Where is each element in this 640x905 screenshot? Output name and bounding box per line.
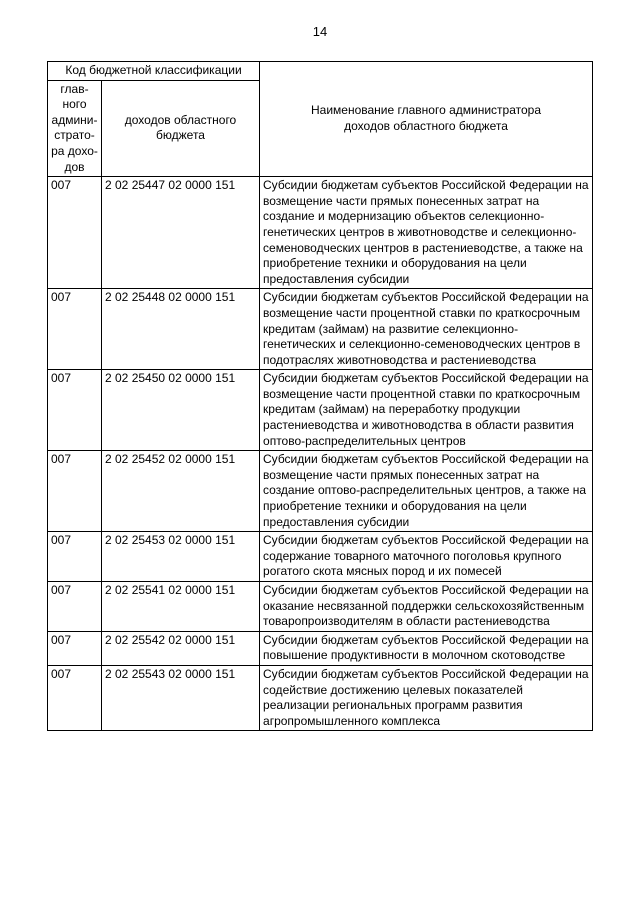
income-code-cell: 2 02 25542 02 0000 151 [102, 631, 260, 665]
income-code-cell: 2 02 25543 02 0000 151 [102, 665, 260, 730]
income-name-cell: Субсидии бюджетам субъектов Российской Федерации на возмещение части процентной ставки по краткосрочным кредитам (займам) на переработку продукции растениеводства и животноводства в области развития оптово-распределительных центров [260, 370, 593, 451]
header-regional-income-code [102, 80, 260, 177]
income-name-cell: Субсидии бюджетам субъектов Российской Федерации на содержание товарного маточного поголовья крупного рогатого скота мясных пород и их помесей [260, 532, 593, 582]
table-row [48, 665, 593, 730]
income-code-cell: 2 02 25453 02 0000 151 [102, 532, 260, 582]
table-body [48, 177, 593, 731]
admin-code-cell: 007 [48, 177, 102, 289]
header-regional-income-code-text: доходов областного бюджета [124, 112, 237, 143]
table-row [48, 289, 593, 370]
income-code-cell: 2 02 25452 02 0000 151 [102, 451, 260, 532]
admin-code-cell: 007 [48, 451, 102, 532]
income-code-cell: 2 02 25447 02 0000 151 [102, 177, 260, 289]
income-name-cell: Субсидии бюджетам субъектов Российской Федерации на оказание несвязанной поддержки сельскохозяйственным товаропроизводителям в области растениеводства [260, 582, 593, 632]
admin-code-cell: 007 [48, 665, 102, 730]
header-administrator-name [260, 62, 593, 177]
admin-code-cell: 007 [48, 289, 102, 370]
header-chief-administrator-text: глав- ного админи- страто- ра дохо- дов [51, 81, 98, 174]
income-name-cell: Субсидии бюджетам субъектов Российской Федерации на содействие достижению целевых показателей реализации региональных программ развития агропромышленного комплекса [260, 665, 593, 730]
income-name-cell: Субсидии бюджетам субъектов Российской Федерации на повышение продуктивности в молочном скотоводстве [260, 631, 593, 665]
income-code-cell: 2 02 25450 02 0000 151 [102, 370, 260, 451]
page-number: 14 [312, 24, 328, 39]
table-row [48, 451, 593, 532]
admin-code-cell: 007 [48, 631, 102, 665]
header-chief-administrator [48, 80, 102, 177]
table-row [48, 631, 593, 665]
table-row [48, 582, 593, 632]
table-row [48, 370, 593, 451]
table-header-row-1 [48, 62, 593, 81]
table-row [48, 177, 593, 289]
income-code-cell: 2 02 25541 02 0000 151 [102, 582, 260, 632]
income-name-cell: Субсидии бюджетам субъектов Российской Федерации на возмещение части прямых понесенных затрат на создание оптово-распределительных центров, а также на приобретение техники и оборудования на цели предоставления субсидии [260, 451, 593, 532]
admin-code-cell: 007 [48, 370, 102, 451]
income-name-cell: Субсидии бюджетам субъектов Российской Федерации на возмещение части прямых понесенных затрат на создание и модернизацию объектов селекционно-генетических центров в животноводстве и селекционно-семеноводческих центров в растениеводстве, а также на приобретение техники и оборудования на цели предоставления субсидии [260, 177, 593, 289]
admin-code-cell: 007 [48, 532, 102, 582]
income-name-cell: Субсидии бюджетам субъектов Российской Федерации на возмещение части процентной ставки по краткосрочным кредитам (займам) на развитие селекционно-генетических и селекционно-семеноводческих центров в подотраслях животноводства и растениеводства [260, 289, 593, 370]
admin-code-cell: 007 [48, 582, 102, 632]
income-code-cell: 2 02 25448 02 0000 151 [102, 289, 260, 370]
header-administrator-name-text: Наименование главного администратора доходов областного бюджета [310, 103, 542, 134]
header-budget-classification-code: Код бюджетной классификации [48, 62, 260, 81]
table-row [48, 532, 593, 582]
budget-classification-table [47, 61, 593, 731]
